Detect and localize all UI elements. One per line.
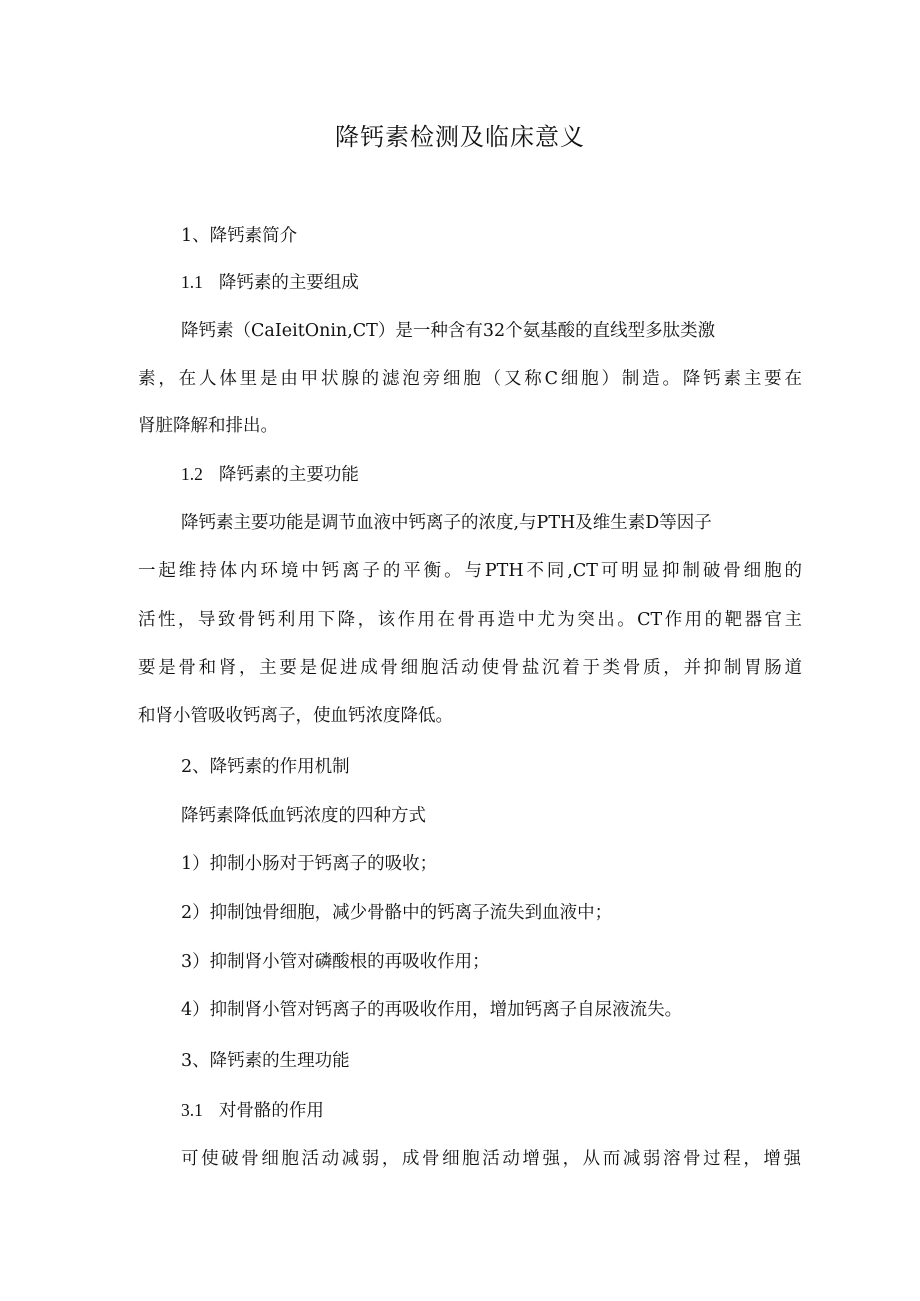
paragraph-line: 一起维持体内环境中钙离子的平衡。与PTH不同,CT可明显抑制破骨细胞的 (138, 561, 802, 581)
section-heading-1: 1、降钙素简介 (181, 226, 298, 246)
subsection-title: 对骨骼的作用 (218, 1101, 324, 1121)
section-heading-2: 2、降钙素的作用机制 (181, 757, 350, 777)
section-heading-3: 3、降钙素的生理功能 (181, 1051, 350, 1071)
subsection-number: 3.1 (181, 1100, 203, 1120)
paragraph-line: 素，在人体里是由甲状腺的滤泡旁细胞（又称C细胞）制造。降钙素主要在 (138, 369, 802, 389)
list-item: 3）抑制肾小管对磷酸根的再吸收作用； (181, 952, 490, 972)
subsection-heading-3-1 (181, 1098, 324, 1123)
paragraph-line: 肾脏降解和排出。 (138, 416, 278, 436)
list-item: 1）抑制小肠对于钙离子的吸收； (181, 854, 438, 874)
paragraph-line: 降钙素降低血钙浓度的四种方式 (181, 806, 426, 826)
subsection-heading-1-2 (181, 462, 359, 487)
subsection-number: 1.2 (181, 464, 203, 484)
document-title: 降钙素检测及临床意义 (335, 123, 585, 151)
paragraph-line: 降钙素（CaIeitOnin,CT）是一种含有32个氨基酸的直线型多肽类激 (181, 321, 716, 341)
paragraph-line: 要是骨和肾，主要是促进成骨细胞活动使骨盐沉着于类骨质，并抑制胃肠道 (138, 658, 802, 678)
subsection-title: 降钙素的主要组成 (218, 273, 359, 293)
paragraph-line: 活性，导致骨钙利用下降，该作用在骨再造中尤为突出。CT作用的靶器官主 (138, 610, 802, 630)
list-item: 2）抑制蚀骨细胞，减少骨骼中的钙离子流失到血液中； (181, 903, 613, 923)
paragraph-line: 和肾小管吸收钙离子，使血钙浓度降低。 (138, 706, 453, 726)
subsection-heading-1-1 (181, 270, 359, 295)
paragraph-line: 降钙素主要功能是调节血液中钙离子的浓度,与PTH及维生素D等因子 (181, 513, 712, 533)
subsection-title: 降钙素的主要功能 (218, 465, 359, 485)
subsection-number: 1.1 (181, 272, 203, 292)
paragraph-line: 可使破骨细胞活动减弱，成骨细胞活动增强，从而减弱溶骨过程，增强 (181, 1149, 801, 1169)
list-item: 4）抑制肾小管对钙离子的再吸收作用，增加钙离子自尿液流失。 (181, 1000, 683, 1020)
